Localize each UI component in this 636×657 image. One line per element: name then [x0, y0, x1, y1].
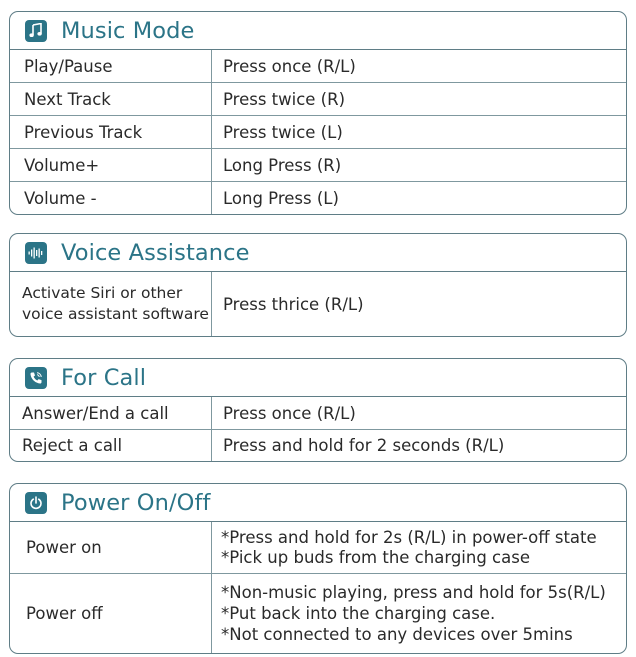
table-row — [10, 116, 626, 149]
gesture-cell: Press twice (R) — [223, 89, 346, 109]
table-row — [10, 522, 626, 574]
sound-wave-icon — [25, 242, 47, 264]
for-call-section — [9, 358, 627, 462]
music-mode-header — [10, 12, 626, 50]
action-cell: Power off — [10, 574, 212, 653]
action-cell: Volume - — [10, 182, 212, 214]
voice-assistance-section — [9, 233, 627, 337]
section-title: Power On/Off — [61, 489, 211, 516]
gesture-cell — [212, 522, 626, 573]
section-title: Music Mode — [61, 17, 195, 44]
action-cell: Play/Pause — [10, 50, 212, 82]
action-line: voice assistant software — [22, 305, 209, 323]
music-mode-section — [9, 11, 627, 215]
gesture-line: *Non-music playing, press and hold for 5s(R/L) — [221, 583, 606, 602]
gesture-cell: Press and hold for 2 seconds (R/L) — [223, 436, 505, 455]
section-title: For Call — [61, 364, 147, 391]
gesture-cell: Press once (R/L) — [223, 403, 356, 423]
table-row — [10, 430, 626, 461]
table-row — [10, 272, 626, 336]
table-row — [10, 397, 626, 430]
power-header — [10, 484, 626, 522]
action-line: Activate Siri or other — [22, 284, 183, 302]
action-cell: Power on — [10, 522, 212, 573]
table-row — [10, 574, 626, 653]
section-title: Voice Assistance — [61, 239, 250, 266]
gesture-cell: Press thrice (R/L) — [223, 294, 364, 314]
action-cell: Volume+ — [10, 149, 212, 181]
gesture-cell: Long Press (R) — [223, 155, 342, 175]
gesture-cell: Press twice (L) — [223, 122, 343, 142]
action-cell — [10, 272, 212, 336]
action-cell: Next Track — [10, 83, 212, 115]
table-row — [10, 182, 626, 214]
gesture-line: *Press and hold for 2s (R/L) in power-off state — [221, 527, 597, 547]
table-row — [10, 149, 626, 182]
gesture-line: *Put back into the charging case. — [221, 604, 496, 623]
table-row — [10, 83, 626, 116]
music-note-icon — [25, 20, 47, 42]
gesture-cell — [212, 574, 626, 653]
table-row — [10, 50, 626, 83]
phone-icon — [25, 367, 47, 389]
voice-assistance-header — [10, 234, 626, 272]
action-cell: Answer/End a call — [10, 397, 212, 429]
gesture-cell: Press once (R/L) — [223, 56, 356, 76]
action-cell: Reject a call — [10, 430, 212, 461]
gesture-line: *Not connected to any devices over 5mins — [221, 625, 573, 644]
power-section — [9, 483, 627, 654]
power-icon — [25, 492, 47, 514]
gesture-cell: Long Press (L) — [223, 188, 339, 208]
action-cell: Previous Track — [10, 116, 212, 148]
for-call-header — [10, 359, 626, 397]
gesture-line: *Pick up buds from the charging case — [221, 547, 530, 567]
